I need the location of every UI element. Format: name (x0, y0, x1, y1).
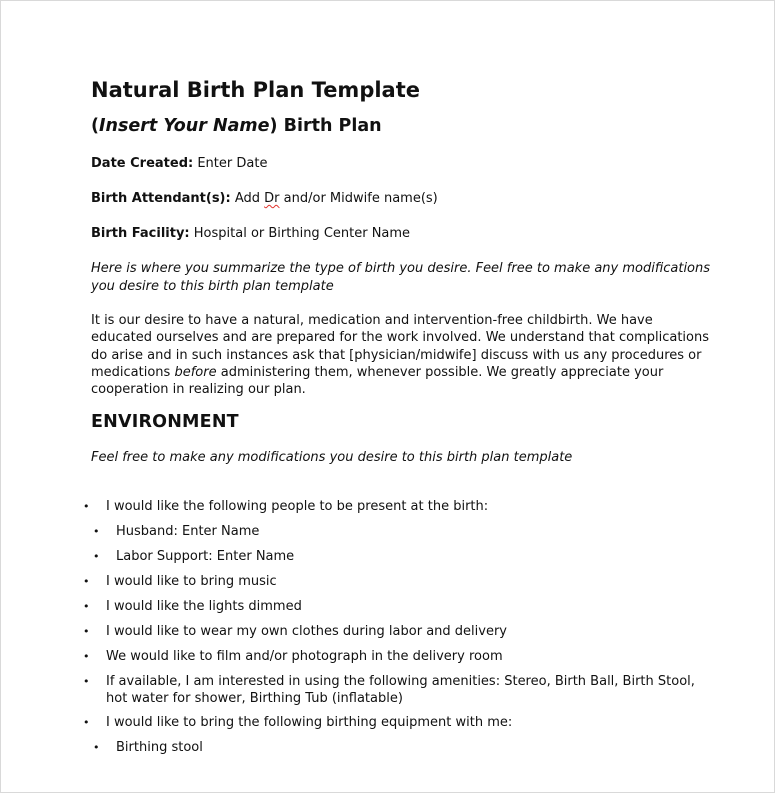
environment-heading: ENVIRONMENT (91, 412, 239, 433)
date-created-field (91, 155, 711, 172)
document-title: Natural Birth Plan Template (91, 78, 420, 102)
bullet-icon: • (83, 625, 90, 638)
bullet-icon: • (93, 550, 100, 563)
subtitle-rest: ) Birth Plan (269, 116, 382, 136)
bullet-icon: • (83, 650, 90, 663)
bullet-icon: • (83, 600, 90, 613)
birth-facility-field (91, 225, 711, 242)
attendant-pre: Add (234, 191, 261, 206)
bullet-icon: • (83, 575, 90, 588)
bullet-icon: • (93, 525, 100, 538)
attendant-post: and/or Midwife name(s) (283, 191, 438, 206)
bullet-icon: • (83, 675, 90, 688)
name-placeholder: Insert Your Name (99, 116, 270, 136)
summary-instruction: Here is where you summarize the type of birth you desire. Feel free to make any modifications you desire to this birth plan template (91, 261, 711, 294)
environment-note: Feel free to make any modifications you desire to this birth plan template (91, 450, 573, 466)
birth-attendant-label: Birth Attendant(s): (91, 191, 231, 206)
spellcheck-word-dr: Dr (264, 191, 280, 206)
birth-facility-label: Birth Facility: (91, 226, 190, 241)
paragraph-part-a: It is our desire to have a natural, medication and intervention-free childbirth. We have educated ourselves and are prepared for the work involved. We understand that complications do arise and in such instances ask that [physician/midwife] discuss with us any procedures or medications (91, 313, 710, 380)
paragraph-emphasis: before (174, 364, 217, 380)
birth-attendant-field (91, 190, 711, 207)
desire-paragraph (91, 312, 711, 398)
birth-plan-heading (91, 114, 711, 138)
bullet-icon: • (93, 741, 100, 754)
paragraph-part-b: administering them, whenever possible. We greatly appreciate your cooperation in realizing our plan. (91, 364, 664, 398)
document-page (91, 76, 711, 466)
bullet-icon: • (83, 716, 90, 729)
date-created-value: Enter Date (197, 156, 268, 171)
bullet-icon: • (83, 500, 90, 513)
birth-facility-value: Hospital or Birthing Center Name (193, 226, 411, 241)
date-created-label: Date Created: (91, 156, 194, 171)
subtitle-open: ( (91, 116, 99, 136)
